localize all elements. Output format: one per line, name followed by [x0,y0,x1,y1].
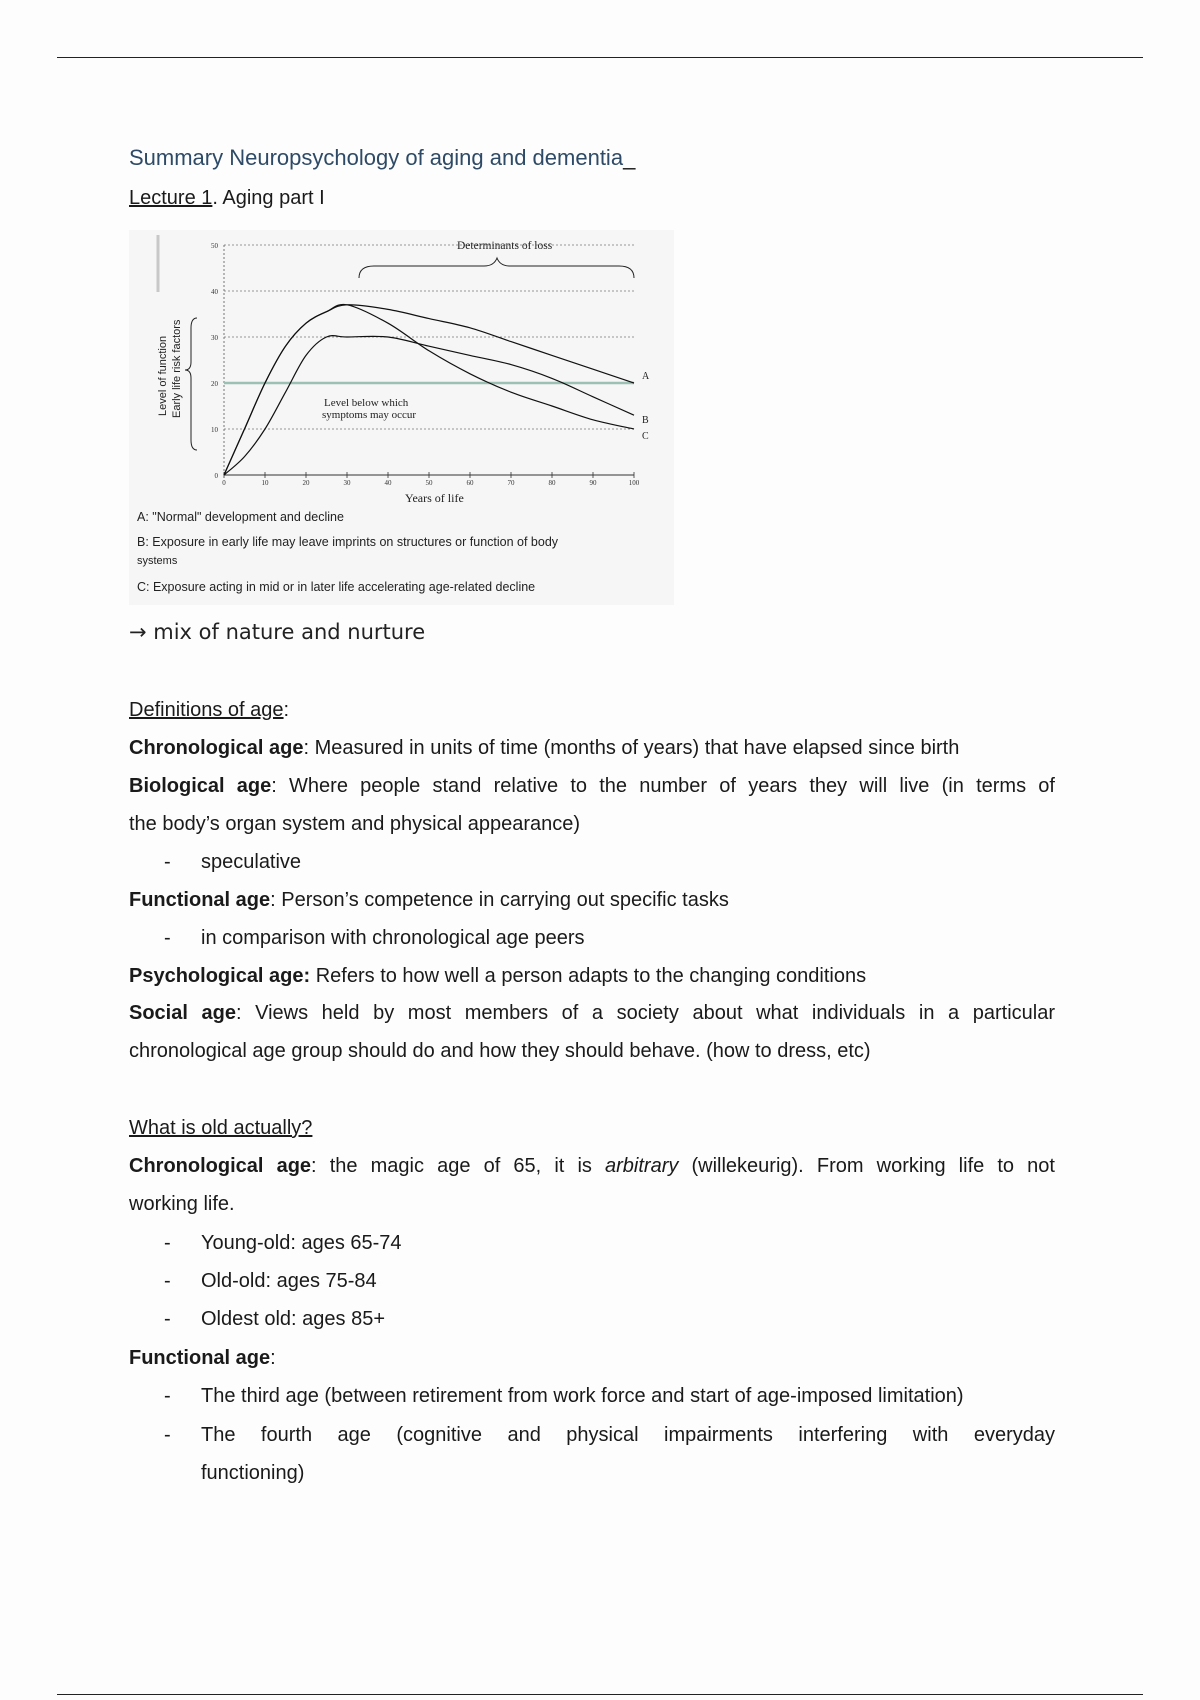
biological-age-text-line1: : Where people stand relative to the number of years they will live (in terms of [271,775,1055,797]
bottom-rule [57,1694,1143,1695]
lecture-label: Lecture 1 [129,187,213,209]
series-label-A: A [642,371,650,382]
old-functional-age-heading [129,1346,276,1370]
determinants-label: Determinants of loss [457,240,553,252]
y-tick-label: 10 [211,426,218,434]
x-axis-label: Years of life [405,491,464,505]
functional-age-definition [129,888,729,912]
caption-a: A: "Normal" development and decline [137,510,344,524]
y-tick-label: 0 [214,472,218,480]
y-tick-label: 50 [211,242,218,250]
old-chronological-age-text-b: (willekeurig). From working life to not [678,1155,1055,1177]
functional-age-text: : Person’s competence in carrying out specific tasks [270,889,729,911]
functional-age-bullet: in comparison with chronological age peers [201,927,585,949]
definitions-heading [129,698,289,722]
lecture-title: . Aging part I [212,187,325,209]
psychological-age-text: Refers to how well a person adapts to the changing conditions [310,965,867,987]
document-title [129,145,635,171]
x-tick-label: 100 [628,479,640,487]
biological-age-definition-line2: the body’s organ system and physical appearance) [129,813,581,835]
bullet-marker: - [164,1232,171,1254]
y-tick-label: 20 [211,380,218,388]
what-is-old-heading [129,1116,312,1140]
biological-age-bullet: speculative [201,851,302,873]
definitions-heading-colon: : [283,699,290,721]
series-line-C [224,304,634,475]
y-axis-label-line1: Level of function [157,335,169,416]
x-tick-label: 40 [384,479,392,487]
chronological-age-term: Chronological age [129,737,304,759]
old-chronological-age-line2: working life. [129,1193,235,1215]
old-functional-age-term: Functional age [129,1347,271,1369]
old-old-bullet: Old-old: ages 75-84 [201,1270,377,1292]
x-tick-label: 70 [507,479,515,487]
series-line-A [224,305,634,475]
bullet-marker: - [164,1424,171,1446]
x-tick-label: 30 [343,479,351,487]
x-tick-label: 60 [466,479,474,487]
x-tick-label: 90 [589,479,597,487]
top-rule [57,57,1143,58]
fourth-age-bullet-line2: functioning) [201,1462,305,1484]
x-tick-label: 0 [222,479,226,487]
bullet-marker: - [164,1270,171,1292]
third-age-bullet: The third age (between retirement from work force and start of age-imposed limitation) [201,1385,964,1407]
what-is-old-heading-text: What is old actually? [129,1117,313,1139]
aging-chart-figure [129,230,674,605]
chronological-age-definition [129,736,959,760]
young-old-bullet: Young-old: ages 65-74 [201,1232,402,1254]
y-tick-label: 40 [211,288,218,296]
biological-age-term: Biological age [129,775,272,797]
title-text: Summary Neuropsychology of aging and dementia [129,145,624,170]
caption-b-line1: B: Exposure in early life may leave imprints on structures or function of body [137,535,559,549]
psychological-age-definition [129,964,866,988]
y-axis-label-line2: Early life risk factors [171,319,183,418]
caption-c: C: Exposure acting in mid or in later life accelerating age-related decline [137,580,536,594]
old-chronological-age-line1 [129,1154,1055,1178]
aging-line-chart [129,230,674,510]
y-axis-brace [185,318,197,450]
old-chronological-age-text-a: : the magic age of 65, it is [311,1155,606,1177]
chart-grid [224,245,634,429]
psychological-age-term: Psychological age: [129,965,311,987]
x-tick-label: 10 [261,479,269,487]
social-age-definition-line2: chronological age group should do and how they should behave. (how to dress, etc) [129,1040,871,1062]
x-tick-label: 20 [302,479,310,487]
social-age-definition-line1 [129,1001,1055,1025]
bullet-marker: - [164,1308,171,1330]
series-label-C: C [642,431,649,442]
threshold-label-line2: symptoms may occur [322,409,417,421]
bullet-marker: - [164,927,171,949]
definitions-heading-text: Definitions of age [129,699,284,721]
x-tick-label: 80 [548,479,556,487]
old-functional-age-colon: : [270,1347,276,1369]
series-label-B: B [642,415,649,427]
old-chronological-age-term: Chronological age [129,1155,312,1177]
fourth-age-bullet-line1: The fourth age (cognitive and physical impairments interfering with everyday [201,1424,1055,1446]
bullet-marker: - [164,1385,171,1407]
chronological-age-text: : Measured in units of time (months of years) that have elapsed since birth [303,737,960,759]
biological-age-definition-line1 [129,774,1055,798]
determinants-bracket [359,258,634,278]
series-line-B [224,336,634,475]
arbitrary-italic: arbitrary [605,1155,679,1177]
chart-series [224,304,650,475]
y-tick-label: 30 [211,334,218,342]
oldest-old-bullet: Oldest old: ages 85+ [201,1308,386,1330]
x-tick-label: 50 [425,479,433,487]
functional-age-term: Functional age [129,889,271,911]
nature-nurture-note: → mix of nature and nurture [129,620,426,644]
bullet-marker: - [164,851,171,873]
social-age-text-line1: : Views held by most members of a society about what individuals in a particular [235,1002,1056,1024]
social-age-term: Social age [129,1002,236,1024]
caption-b-line2: systems [137,555,178,567]
title-cursor: _ [623,145,636,170]
chart-axes [211,242,640,487]
threshold-label-line1: Level below which [324,397,409,409]
lecture-heading [129,187,325,210]
